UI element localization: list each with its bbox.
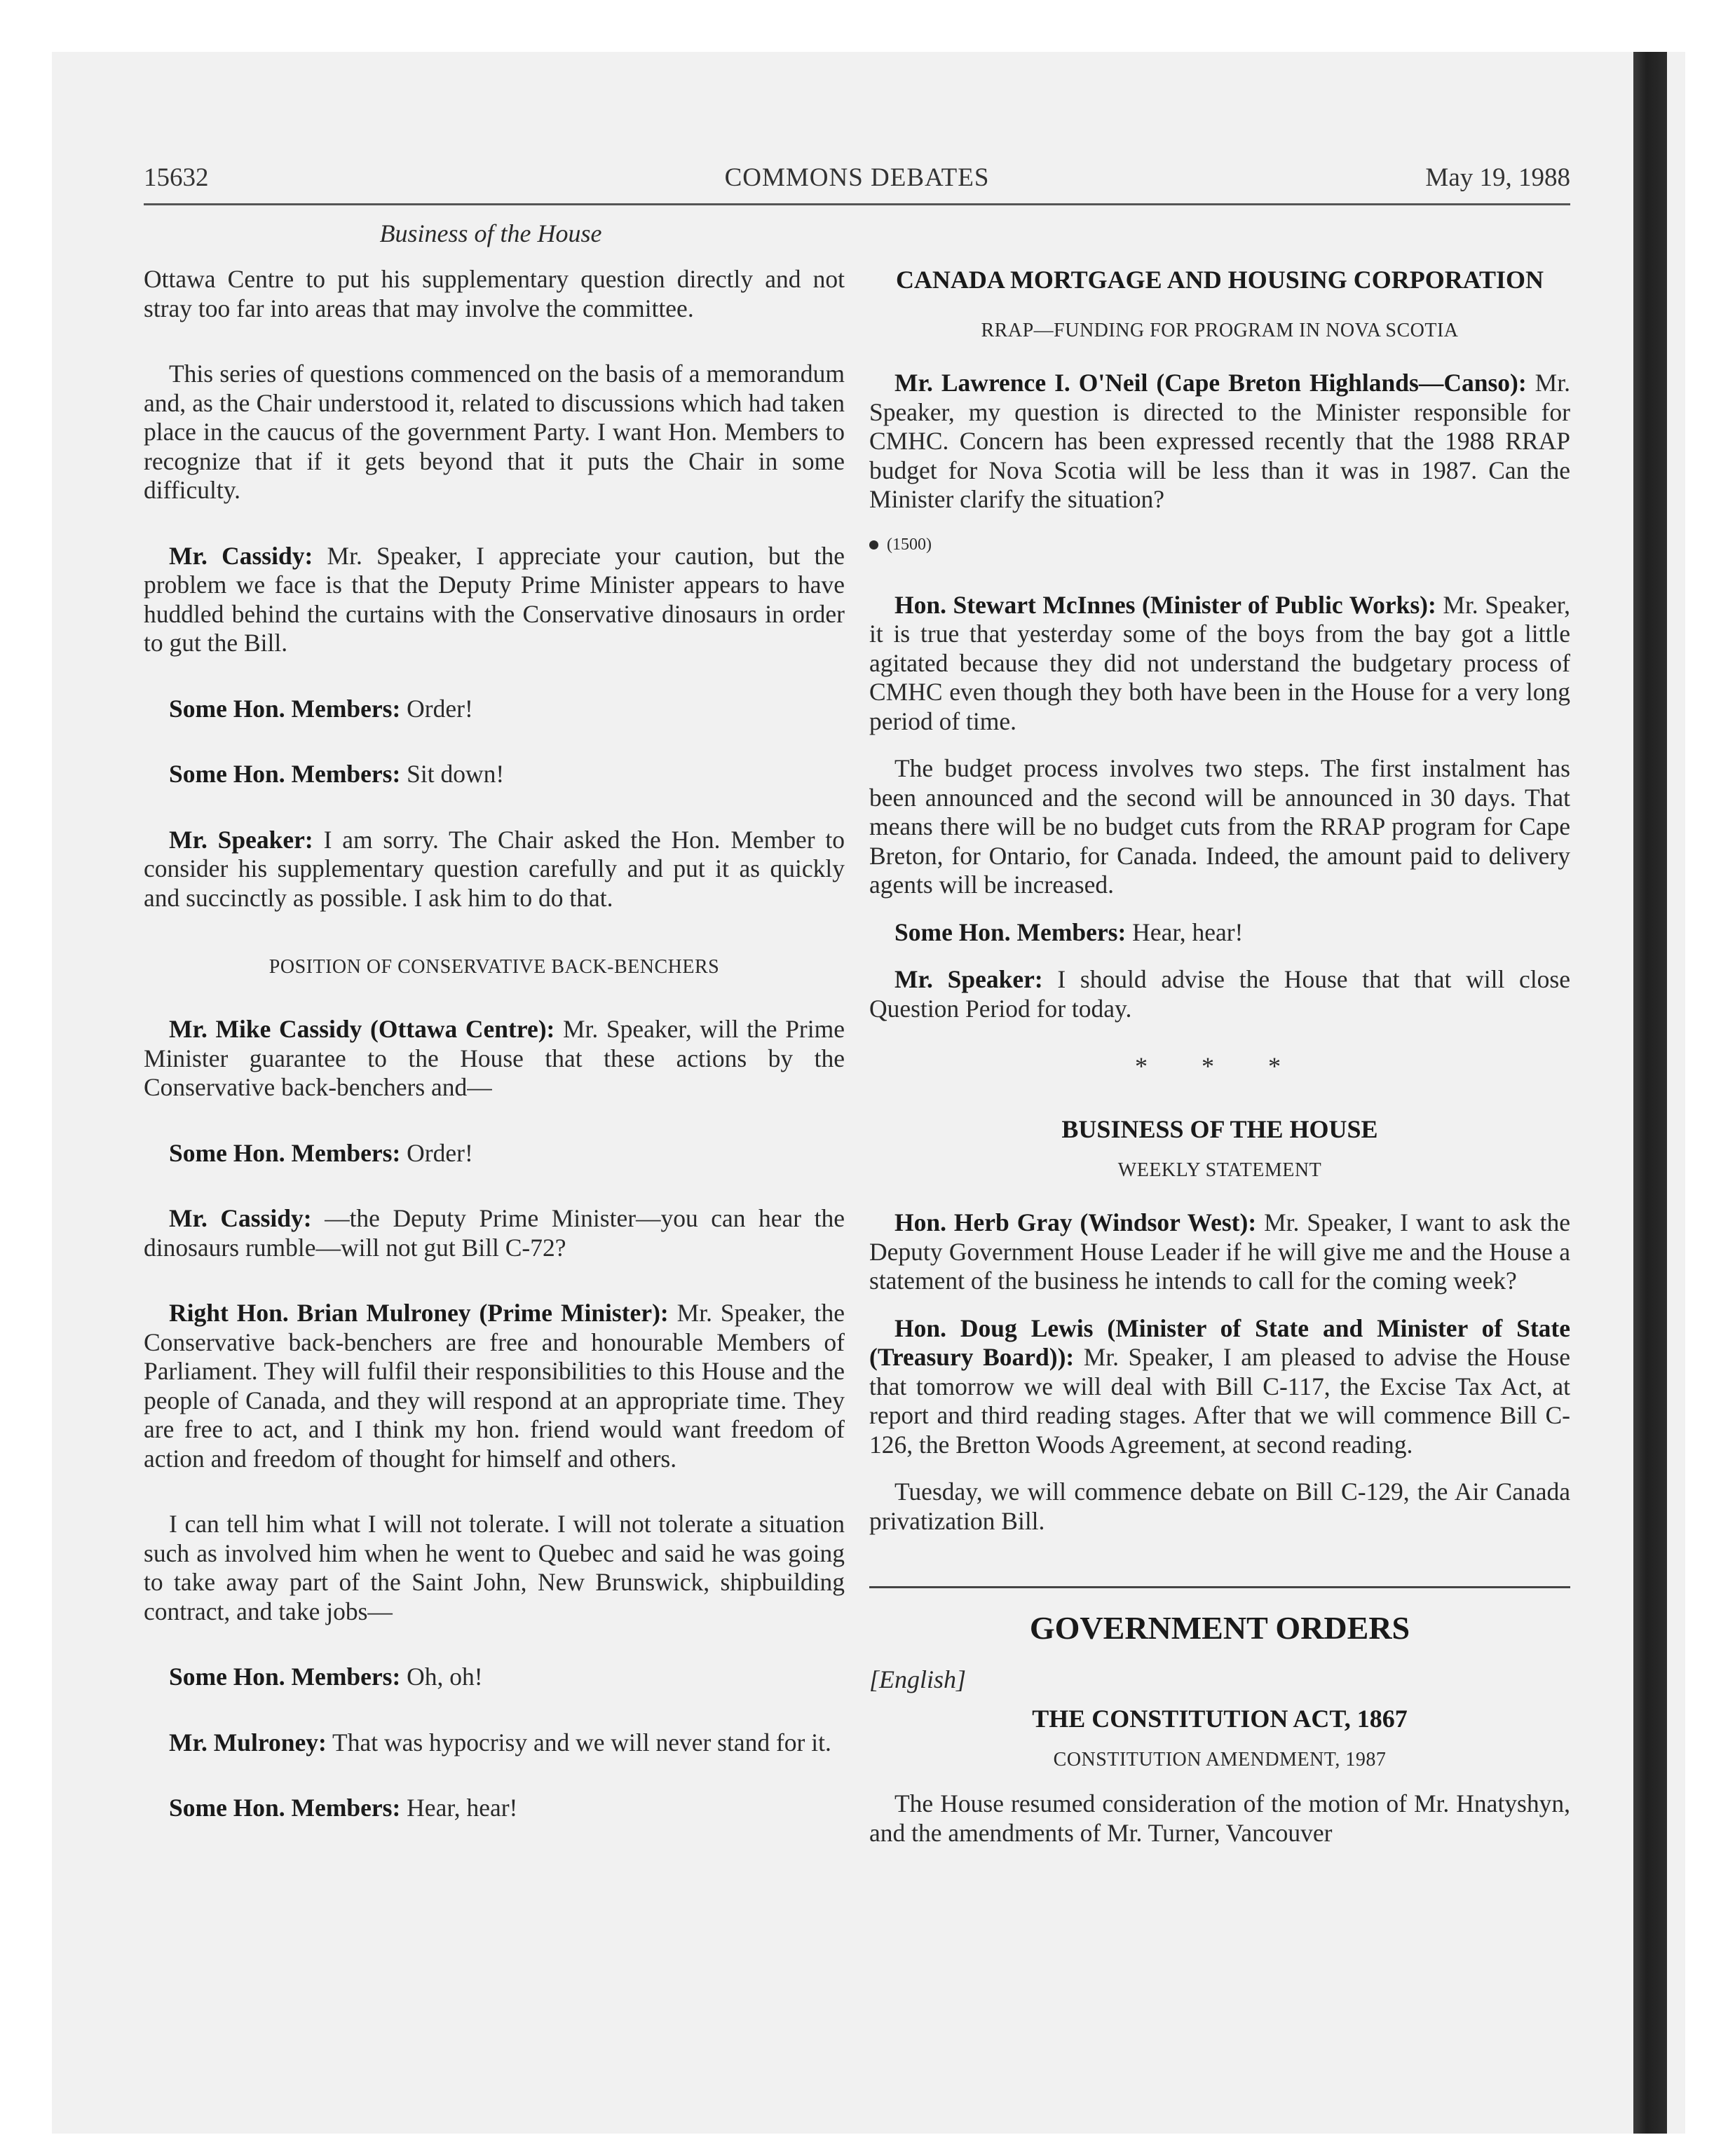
speaker-name: Mr. Cassidy: — [169, 1204, 312, 1232]
speech-text: Sit down! — [400, 760, 505, 788]
speech-text: Mr. Speaker, the Conservative back-benchers are free and honourable Members of Parliament. They will fulfil their responsibilities to this House and the people of Canada, and they will respond at an appropriate time. They are free to act, and I think my hon. friend would want freedom of action and freedom of thought for himself and others. — [144, 1299, 845, 1473]
speech — [144, 1015, 845, 1103]
speaker-name: Hon. Doug Lewis (Minister of State and Minister of State (Treasury Board)): — [869, 1314, 1570, 1371]
speech-text: Mr. Speaker, I am pleased to advise the House that tomorrow we will deal with Bill C-117, the Excise Tax Act, at report and third reading stages. After that we will commence Bill C-126, the Bretton Woods Agreement, at second reading. — [869, 1343, 1570, 1459]
speaker-name: Some Hon. Members: — [894, 917, 1127, 946]
speech — [144, 826, 845, 913]
page-number: 15632 — [144, 163, 209, 192]
subheading: CONSTITUTION AMENDMENT, 1987 — [1053, 1749, 1387, 1770]
left-column — [144, 265, 845, 1860]
speaker-name: Mr. Mulroney: — [169, 1728, 327, 1756]
speech-text: That was hypocrisy and we will never stand for it. — [326, 1728, 831, 1756]
speech — [144, 1728, 845, 1758]
speech-text: I am sorry. The Chair asked the Hon. Member to consider his supplementary question carefully and put it as quickly and succinctly as possible. I ask him to do that. — [144, 825, 845, 912]
speech-text: Order! — [400, 694, 473, 723]
speech — [144, 1794, 845, 1823]
right-column — [869, 265, 1570, 1884]
speaker-name: Mr. Speaker: — [894, 965, 1043, 993]
paragraph: The budget process involves two steps. The first instalment has been announced and the second will be announced in 30 days. That means there will be no budget cuts from the RRAP program for Cape Breton, for Ontario, for Canada. Indeed, the amount paid to delivery agents will be increased. — [869, 754, 1570, 899]
speaker-name: Some Hon. Members: — [169, 1138, 401, 1167]
time-marker — [869, 535, 1570, 554]
speech-text: Mr. Speaker, I appreciate your caution, but the problem we face is that the Deputy Prime Minister appears to have huddled behind the curtains with the Conservative dinosaurs in order to gut the Bill. — [144, 541, 845, 657]
section-heading: CANADA MORTGAGE AND HOUSING CORPORATION — [895, 266, 1544, 294]
speech-text: —the Deputy Prime Minister—you can hear the dinosaurs rumble—will not gut Bill C-72? — [144, 1204, 845, 1262]
speech — [144, 1663, 845, 1692]
speech — [144, 695, 845, 724]
page-edge-shadow — [1633, 52, 1667, 2134]
publication-date: May 19, 1988 — [1425, 163, 1570, 192]
speaker-name: Some Hon. Members: — [169, 1794, 401, 1822]
publication-title: COMMONS DEBATES — [724, 163, 990, 192]
speaker-name: Right Hon. Brian Mulroney (Prime Minister): — [169, 1299, 669, 1327]
speech — [144, 1299, 845, 1473]
horizontal-rule — [869, 1586, 1570, 1588]
speech — [144, 1139, 845, 1168]
speech — [144, 1204, 845, 1262]
speech-text: Oh, oh! — [400, 1663, 483, 1691]
speech — [869, 918, 1570, 948]
speech — [869, 1208, 1570, 1296]
subheading: RRAP—FUNDING FOR PROGRAM IN NOVA SCOTIA — [981, 320, 1459, 341]
speech — [144, 760, 845, 789]
speech-text: Mr. Speaker, I want to ask the Deputy Government House Leader if he will give me and the House a statement of the business he intends to call for the coming week? — [869, 1208, 1570, 1295]
document-page — [144, 161, 1571, 1847]
paragraph: Ottawa Centre to put his supplementary question directly and not stray too far into areas that may involve the committee. — [144, 265, 845, 322]
speech-text: Mr. Speaker, will the Prime Minister guarantee to the House that these actions by the Conservative back-benchers and— — [144, 1015, 845, 1101]
major-heading: GOVERNMENT ORDERS — [1029, 1610, 1410, 1646]
paragraph: I can tell him what I will not tolerate. I will not tolerate a situation such as involved him when he went to Quebec and said he was going to take away part of the Saint John, New Brunswick, shipbuilding contract, and take jobs— — [144, 1510, 845, 1625]
paragraph: The House resumed consideration of the motion of Mr. Hnatyshyn, and the amendments of Mr. Turner, Vancouver — [869, 1789, 1570, 1847]
speaker-name: Some Hon. Members: — [169, 694, 401, 723]
time-text: (1500) — [887, 535, 932, 554]
speech-text: Order! — [400, 1138, 473, 1167]
speaker-name: Mr. Mike Cassidy (Ottawa Centre): — [169, 1015, 555, 1043]
language-tag: [English] — [869, 1665, 967, 1693]
speech-text: I should advise the House that that will close Question Period for today. — [869, 965, 1571, 1023]
speech-text: Hear, hear! — [400, 1794, 518, 1822]
section-heading: BUSINESS OF THE HOUSE — [1061, 1115, 1378, 1143]
speaker-name: Hon. Herb Gray (Windsor West): — [894, 1208, 1257, 1236]
subheading: POSITION OF CONSERVATIVE BACK-BENCHERS — [268, 956, 720, 978]
section-separator: * * * — [1135, 1052, 1305, 1080]
page-header — [144, 161, 1570, 205]
speech-text: Mr. Speaker, it is true that yesterday some of the boys from the bay got a little agitated because they did not understand the budgetary process of CMHC even though they both have been in the House for a very long period of time. — [869, 590, 1571, 735]
speech — [869, 965, 1570, 1023]
paragraph: This series of questions commenced on the basis of a memorandum and, as the Chair understood it, related to discussions which had taken place in the caucus of the government Party. I want Hon. Members to recognize that if it gets beyond that it puts the Chair in some difficulty. — [144, 360, 845, 504]
speaker-name: Mr. Cassidy: — [169, 541, 313, 570]
speech — [869, 1314, 1570, 1460]
section-heading: THE CONSTITUTION ACT, 1867 — [1032, 1705, 1408, 1733]
speaker-name: Hon. Stewart McInnes (Minister of Public Works): — [894, 590, 1436, 619]
subheading: WEEKLY STATEMENT — [1117, 1159, 1322, 1181]
speaker-name: Some Hon. Members: — [169, 760, 401, 788]
speaker-name: Mr. Speaker: — [169, 825, 313, 854]
speaker-name: Some Hon. Members: — [169, 1663, 401, 1691]
speech — [869, 369, 1570, 514]
speaker-name: Mr. Lawrence I. O'Neil (Cape Breton Highlands—Canso): — [894, 369, 1527, 397]
paragraph: Tuesday, we will commence debate on Bill C-129, the Air Canada privatization Bill. — [869, 1478, 1570, 1535]
speech-text: Hear, hear! — [1126, 917, 1244, 946]
speech — [869, 591, 1570, 737]
speech — [144, 542, 845, 658]
bullet-icon — [869, 540, 878, 550]
running-head: Business of the House — [379, 219, 602, 247]
speech-text: Mr. Speaker, my question is directed to the Minister responsible for CMHC. Concern has been expressed recently that the 1988 RRAP budget for Nova Scotia will be less than it was in 1987. Can the Minister clarify the situation? — [869, 369, 1570, 513]
